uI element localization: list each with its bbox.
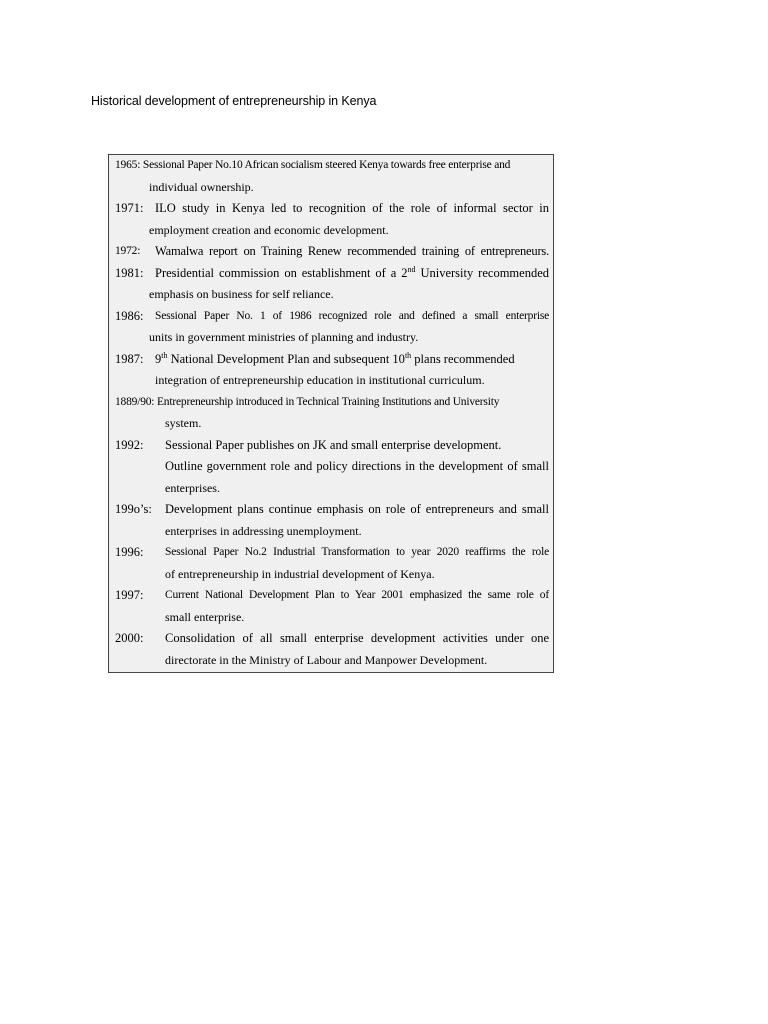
entry-continuation: of entrepreneurship in industrial development of Kenya. bbox=[165, 566, 435, 581]
entry-line bbox=[115, 306, 549, 328]
entry-line bbox=[115, 349, 549, 371]
entry-continuation: units in government ministries of planning and industry. bbox=[149, 330, 419, 344]
timeline-entry-2000 bbox=[115, 628, 549, 671]
timeline-box bbox=[108, 154, 554, 673]
timeline-entry-1997 bbox=[115, 585, 549, 628]
entry-year: 1971: bbox=[115, 201, 144, 215]
entry-text: Development plans continue emphasis on role of entrepreneurs and small bbox=[165, 502, 549, 516]
entry-text: Current National Development Plan to Year 2001 emphasized the same role of bbox=[165, 589, 549, 601]
entry-text: Entrepreneurship introduced in Technical Training Institutions and University bbox=[156, 395, 500, 408]
entry-text: Sessional Paper No.2 Industrial Transformation to year 2020 reaffirms the role bbox=[165, 546, 549, 558]
page-heading: Historical development of entrepreneurship in Kenya bbox=[91, 94, 377, 108]
entry-continuation: system. bbox=[165, 416, 202, 430]
entry-year: 1981: bbox=[115, 265, 144, 280]
entry-line bbox=[115, 198, 549, 220]
timeline-entry-1889-90 bbox=[115, 392, 549, 435]
entry-text: Sessional Paper No.10 African socialism steered Kenya towards free enterprise and bbox=[142, 159, 511, 171]
entry-continuation: enterprises. bbox=[165, 480, 220, 495]
entry-year: 2000: bbox=[115, 631, 144, 645]
entry-line bbox=[115, 155, 549, 177]
entry-continuation: individual ownership. bbox=[149, 179, 254, 194]
entry-year: 1997: bbox=[115, 588, 144, 602]
timeline-entry-1992 bbox=[115, 435, 549, 500]
entry-line bbox=[115, 241, 549, 263]
timeline-entry-1990s bbox=[115, 499, 549, 542]
entry-text: 9th National Development Plan and subsequent 10th plans recommended bbox=[155, 350, 515, 366]
timeline-entry-1971 bbox=[115, 198, 549, 241]
entry-continuation: directorate in the Ministry of Labour and Manpower Development. bbox=[165, 652, 488, 667]
entry-line bbox=[115, 585, 549, 607]
entry-text: Sessional Paper publishes on JK and small enterprise development. bbox=[165, 437, 502, 452]
entry-line bbox=[115, 263, 549, 285]
entry-line bbox=[115, 542, 549, 564]
entry-continuation: small enterprise. bbox=[165, 609, 245, 624]
timeline-entry-1965 bbox=[115, 155, 549, 198]
entry-year: 1992: bbox=[115, 437, 144, 452]
entry-continuation: Outline government role and policy directions in the development of small bbox=[165, 459, 549, 473]
entry-year: 1986: bbox=[115, 308, 144, 323]
entry-line bbox=[115, 435, 549, 457]
timeline-entry-1972 bbox=[115, 241, 549, 263]
entry-year: 1987: bbox=[115, 351, 144, 366]
entry-year: 1889/90: bbox=[115, 395, 155, 408]
entry-continuation: integration of entrepreneurship education in institutional curriculum. bbox=[155, 373, 485, 387]
timeline-entry-1987 bbox=[115, 349, 549, 392]
entry-text: ILO study in Kenya led to recognition of the role of informal sector in bbox=[155, 201, 549, 215]
entry-text: Consolidation of all small enterprise development activities under one bbox=[165, 631, 549, 645]
entry-year: 1996: bbox=[115, 545, 144, 559]
entry-line bbox=[115, 499, 549, 521]
timeline-entry-1986 bbox=[115, 306, 549, 349]
entry-text: Sessional Paper No. 1 of 1986 recognized role and defined a small enterprise bbox=[155, 309, 549, 322]
entry-text: Presidential commission on establishment of a 2nd University recommended bbox=[155, 264, 549, 280]
entry-year: 1972: bbox=[115, 245, 141, 257]
entry-line bbox=[115, 628, 549, 650]
entry-text: Wamalwa report on Training Renew recommended training of entrepreneurs. bbox=[155, 244, 549, 258]
entry-line bbox=[115, 392, 549, 414]
timeline-entry-1996 bbox=[115, 542, 549, 585]
entry-year: 199o’s: bbox=[115, 502, 152, 516]
entry-continuation: employment creation and economic development. bbox=[149, 222, 389, 237]
entry-continuation: emphasis on business for self reliance. bbox=[149, 287, 334, 301]
entry-year: 1965: bbox=[115, 159, 141, 171]
timeline-entry-1981 bbox=[115, 263, 549, 306]
entry-continuation: enterprises in addressing unemployment. bbox=[165, 523, 362, 538]
